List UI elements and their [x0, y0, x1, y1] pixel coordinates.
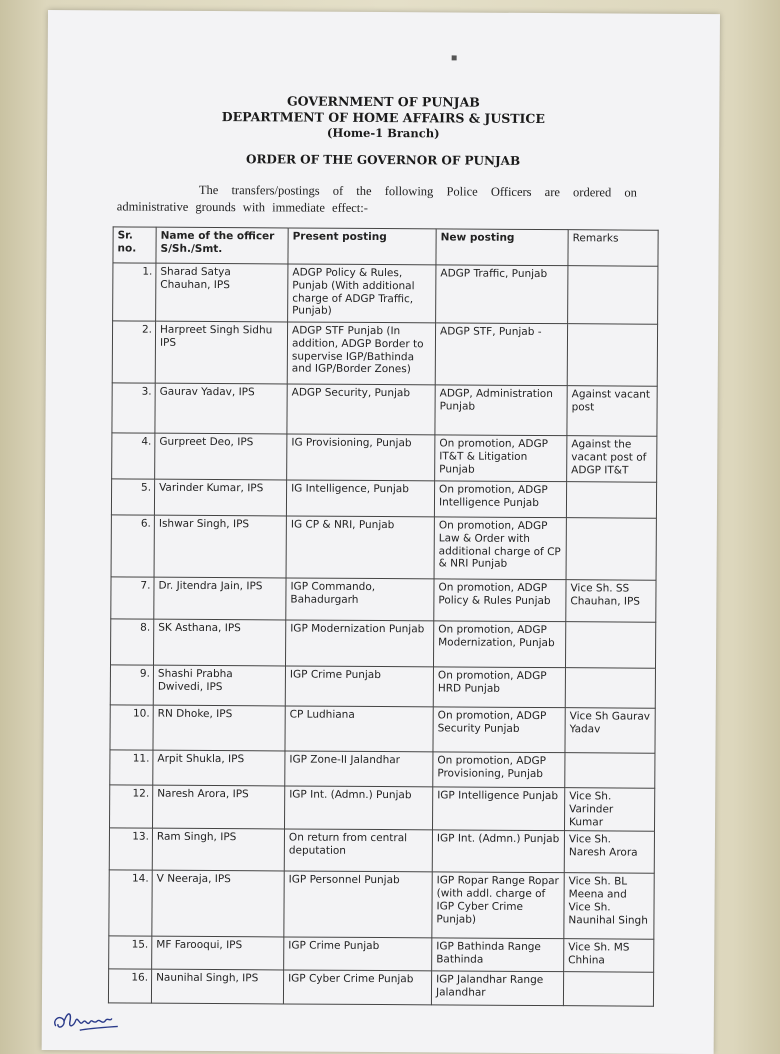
- table-header-row: [113, 227, 658, 266]
- row-sr: 3.: [112, 383, 155, 433]
- row-officer-name: RN Dhoke, IPS: [153, 705, 285, 751]
- row-present-posting: ADGP STF Punjab (In addition, ADGP Border to supervise IGP/Bathinda and IGP/Border Zones): [287, 322, 435, 385]
- row-officer-name: Gaurav Yadav, IPS: [155, 383, 287, 434]
- header-branch: (Home-1 Branch): [326, 125, 440, 141]
- row-new-posting: On promotion, ADGP IT&T & Litigation Punjab: [435, 435, 567, 482]
- table-row: [109, 870, 654, 939]
- row-new-posting: ADGP Traffic, Punjab: [436, 265, 568, 324]
- row-present-posting: On return from central deputation: [284, 829, 432, 872]
- row-new-posting: On promotion, ADGP Intelligence Punjab: [434, 481, 566, 518]
- row-officer-name: Shashi Prabha Dwivedi, IPS: [153, 665, 285, 706]
- table-row: [110, 750, 655, 788]
- row-remarks: Vice Sh. SS Chauhan, IPS: [566, 580, 656, 623]
- row-present-posting: IG Provisioning, Punjab: [287, 434, 435, 481]
- row-new-posting: IGP Bathinda Range Bathinda: [432, 938, 564, 972]
- order-title: ORDER OF THE GOVERNOR OF PUNJAB: [245, 152, 521, 168]
- row-officer-name: Ishwar Singh, IPS: [154, 515, 286, 578]
- row-sr: 15.: [109, 936, 152, 969]
- row-new-posting: IGP Jalandhar Range Jalandhar: [431, 971, 563, 1006]
- row-new-posting: ADGP, Administration Punjab: [435, 385, 567, 436]
- row-present-posting: CP Ludhiana: [285, 706, 433, 752]
- row-remarks: Against the vacant post of ADGP IT&T: [567, 436, 657, 483]
- header-government: GOVERNMENT OF PUNJAB: [286, 93, 480, 110]
- row-sr: 12.: [110, 785, 153, 829]
- table-row: [113, 263, 658, 324]
- column-header-present: Present posting: [288, 228, 436, 265]
- row-remarks: [565, 668, 655, 709]
- row-officer-name: Varinder Kumar, IPS: [154, 479, 286, 516]
- signature-initials: [50, 1000, 130, 1040]
- row-remarks: Vice Sh. Naresh Arora: [564, 831, 654, 874]
- row-sr: 1.: [113, 263, 156, 321]
- table-row: [111, 619, 656, 668]
- table-row: [109, 828, 654, 873]
- row-sr: 8.: [111, 619, 154, 665]
- row-sr: 5.: [111, 479, 154, 515]
- row-remarks: [567, 324, 657, 387]
- table-row: [110, 785, 655, 832]
- row-new-posting: On promotion, ADGP HRD Punjab: [433, 667, 565, 708]
- row-officer-name: Dr. Jitendra Jain, IPS: [154, 577, 286, 620]
- row-remarks: Vice Sh Gaurav Yadav: [565, 708, 655, 754]
- row-sr: 7.: [111, 577, 154, 619]
- table-row: [111, 577, 656, 622]
- row-present-posting: IGP Crime Punjab: [285, 666, 433, 707]
- row-officer-name: Arpit Shukla, IPS: [153, 750, 285, 786]
- row-remarks: [565, 753, 655, 789]
- table-row: [110, 665, 655, 708]
- row-officer-name: Gurpreet Deo, IPS: [155, 433, 287, 480]
- row-present-posting: ADGP Policy & Rules, Punjab (With additional charge of ADGP Traffic, Punjab): [288, 264, 436, 323]
- table-row: [112, 321, 657, 386]
- row-remarks: [568, 266, 658, 325]
- row-sr: 14.: [109, 870, 152, 936]
- row-officer-name: Sharad Satya Chauhan, IPS: [156, 263, 288, 322]
- row-remarks: [566, 482, 656, 519]
- row-officer-name: Naunihal Singh, IPS: [151, 970, 283, 1005]
- row-sr: 9.: [110, 665, 153, 705]
- row-sr: 4.: [112, 433, 155, 479]
- row-remarks: [563, 972, 653, 1007]
- column-header-name: Name of the officer S/Sh./Smt.: [156, 227, 288, 264]
- row-present-posting: IG Intelligence, Punjab: [286, 480, 434, 517]
- row-new-posting: On promotion, ADGP Provisioning, Punjab: [433, 752, 565, 788]
- row-sr: 10.: [110, 705, 153, 750]
- row-present-posting: IGP Commando, Bahadurgarh: [286, 578, 434, 621]
- row-new-posting: IGP Ropar Range Ropar (with addl. charge of IGP Cyber Crime Punjab): [432, 872, 564, 939]
- table-row: [109, 936, 654, 972]
- row-officer-name: SK Asthana, IPS: [153, 619, 285, 666]
- column-header-sr: Sr. no.: [113, 227, 156, 263]
- row-new-posting: ADGP STF, Punjab -: [435, 323, 567, 386]
- row-remarks: [565, 622, 655, 669]
- row-present-posting: IG CP & NRI, Punjab: [286, 516, 434, 579]
- row-new-posting: IGP Int. (Admn.) Punjab: [432, 830, 564, 873]
- row-sr: 11.: [110, 750, 153, 785]
- row-present-posting: IGP Cyber Crime Punjab: [283, 970, 431, 1005]
- table-row: [108, 969, 653, 1006]
- row-officer-name: V Neeraja, IPS: [152, 871, 284, 938]
- row-present-posting: ADGP Security, Punjab: [287, 384, 435, 435]
- table-row: [110, 705, 655, 753]
- row-present-posting: IGP Crime Punjab: [284, 937, 432, 971]
- row-sr: 6.: [111, 515, 154, 577]
- column-header-remarks: Remarks: [568, 230, 658, 267]
- row-present-posting: IGP Zone-II Jalandhar: [285, 751, 433, 787]
- row-new-posting: On promotion, ADGP Security Punjab: [433, 707, 565, 753]
- header-department: DEPARTMENT OF HOME AFFAIRS & JUSTICE: [221, 109, 545, 127]
- row-sr: 13.: [109, 828, 152, 870]
- row-remarks: [566, 518, 656, 581]
- row-officer-name: Harpreet Singh Sidhu IPS: [155, 321, 287, 384]
- row-new-posting: On promotion, ADGP Policy & Rules Punjab: [434, 579, 566, 622]
- table-row: [111, 479, 656, 518]
- table-row: [111, 515, 656, 580]
- row-present-posting: IGP Int. (Admn.) Punjab: [284, 786, 432, 830]
- row-sr: 16.: [108, 969, 151, 1003]
- row-new-posting: IGP Intelligence Punjab: [432, 787, 564, 831]
- row-new-posting: On promotion, ADGP Law & Order with additional charge of CP & NRI Punjab: [434, 517, 566, 580]
- row-remarks: Vice Sh. MS Chhina: [564, 939, 654, 973]
- row-present-posting: IGP Modernization Punjab: [285, 620, 433, 667]
- row-officer-name: MF Farooqui, IPS: [152, 937, 284, 971]
- row-remarks: Vice Sh. BL Meena and Vice Sh. Naunihal Singh: [564, 873, 654, 940]
- document-page: [42, 10, 720, 1054]
- row-officer-name: Naresh Arora, IPS: [153, 785, 285, 829]
- intro-paragraph: The transfers/postings of the following Police Officers are ordered on administrative grounds with immediate effect:-: [116, 182, 637, 215]
- row-present-posting: IGP Personnel Punjab: [284, 871, 432, 938]
- postings-table: [108, 226, 659, 1007]
- row-remarks: Against vacant post: [567, 386, 657, 437]
- table-row: [112, 433, 657, 482]
- row-remarks: Vice Sh. Varinder Kumar: [564, 788, 654, 832]
- row-sr: 2.: [112, 321, 155, 383]
- row-new-posting: On promotion, ADGP Modernization, Punjab: [433, 621, 565, 668]
- row-officer-name: Ram Singh, IPS: [152, 829, 284, 872]
- column-header-new: New posting: [436, 229, 568, 266]
- stray-mark: ▪: [450, 52, 458, 64]
- table-row: [112, 383, 657, 436]
